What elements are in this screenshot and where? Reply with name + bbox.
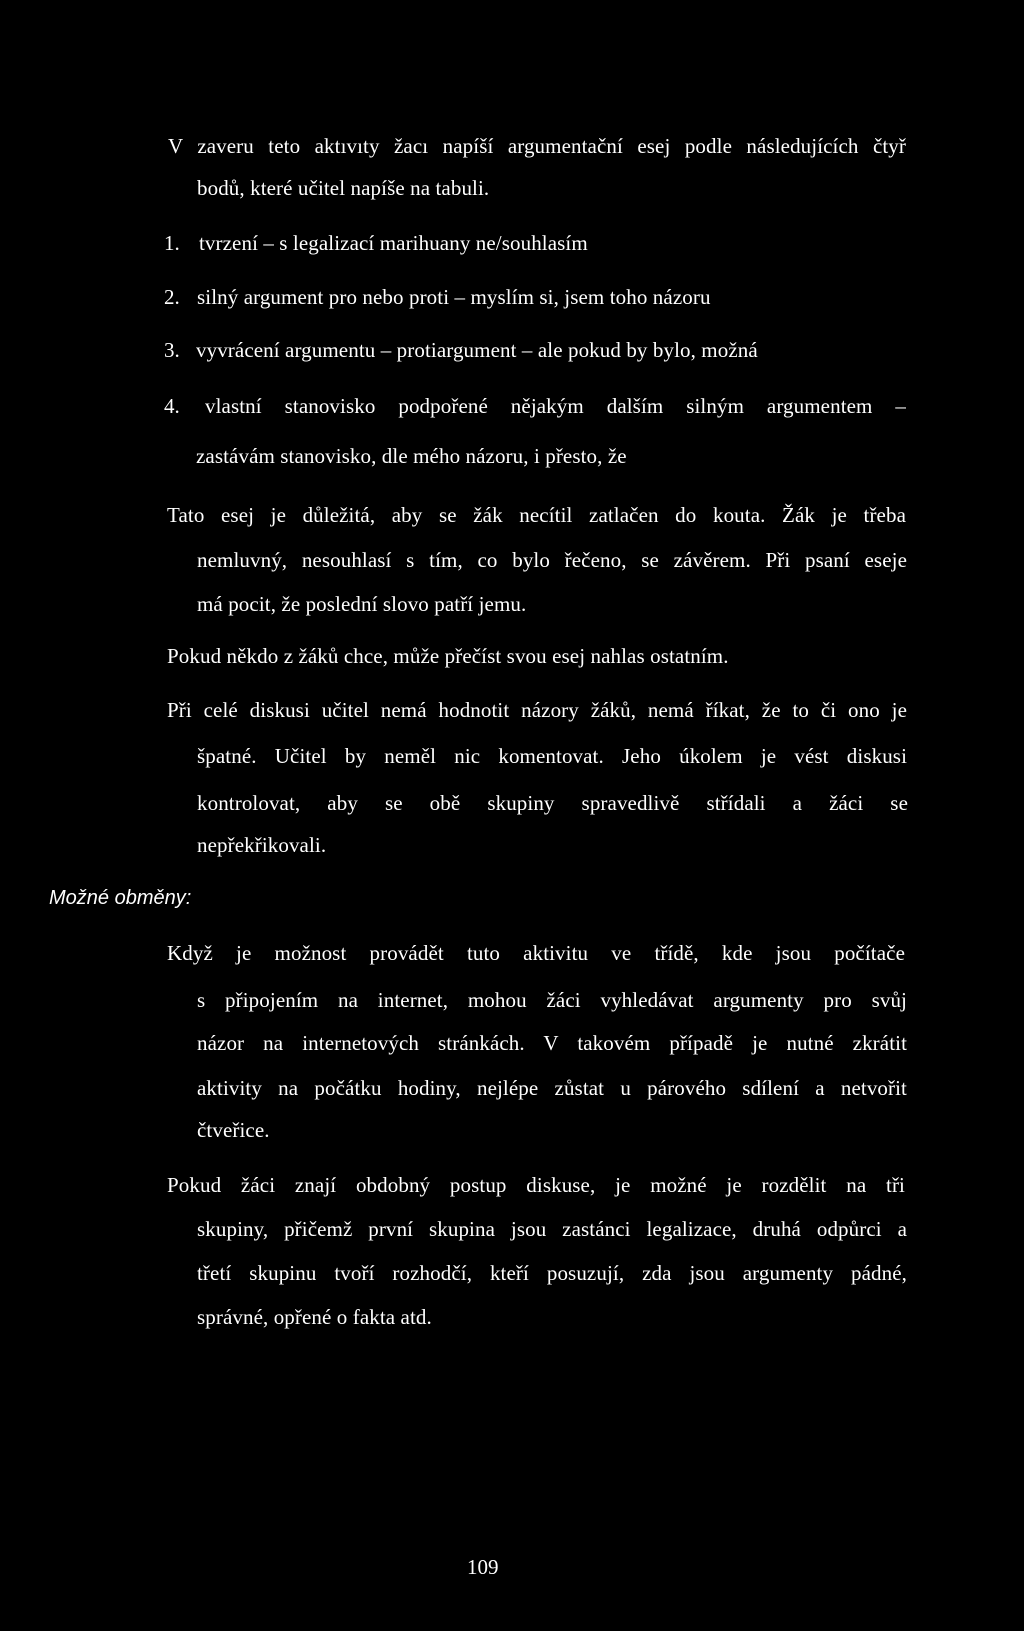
teacher-line-1: Při celé diskusi učitel nemá hodnotit názory žáků, nemá říkat, že to či ono je: [167, 698, 907, 722]
computers-line-2: s připojením na internet, mohou žáci vyhledávat argumenty pro svůj: [197, 988, 907, 1012]
list-item-2-number: 2.: [164, 285, 180, 309]
computers-line-1: Když je možnost provádět tuto aktivitu ve třídě, kde jsou počítače: [167, 941, 905, 965]
list-item-4-text-line-2: zastávám stanovisko, dle mého názoru, i přesto, že: [196, 444, 627, 468]
teacher-line-2: špatné. Učitel by neměl nic komentovat. Jeho úkolem je vést diskusi: [197, 744, 907, 768]
computers-line-4: aktivity na počátku hodiny, nejlépe zůstat u párového sdílení a netvořit: [197, 1076, 907, 1100]
computers-line-3: názor na internetových stránkách. V takovém případě je nutné zkrátit: [197, 1031, 907, 1055]
groups-line-3: třetí skupinu tvoří rozhodčí, kteří posuzují, zda jsou argumenty pádné,: [197, 1261, 907, 1285]
variations-label: Možné obměny:: [49, 887, 192, 909]
intro-line-2: bodů, které učitel napíše na tabuli.: [197, 176, 490, 200]
list-item-1-text: tvrzení – s legalizací marihuany ne/souhlasím: [199, 231, 588, 255]
list-item-3-number: 3.: [164, 338, 180, 362]
list-item-4-number: 4.: [164, 394, 180, 418]
list-item-4-text-line-1: vlastní stanovisko podpořené nějakým dalším silným argumentem –: [205, 394, 906, 418]
importance-line-2: nemluvný, nesouhlasí s tím, co bylo řečeno, se závěrem. Při psaní eseje: [197, 548, 907, 572]
importance-line-3: má pocit, že poslední slovo patří jemu.: [197, 592, 527, 616]
groups-line-2: skupiny, přičemž první skupina jsou zastánci legalizace, druhá odpůrci a: [197, 1217, 907, 1241]
read-aloud-line: Pokud někdo z žáků chce, může přečíst svou esej nahlas ostatním.: [167, 644, 729, 668]
teacher-line-4: nepřekřikovali.: [197, 833, 327, 857]
list-item-3-text: vyvrácení argumentu – protiargument – ale pokud by bylo, možná: [196, 338, 758, 362]
groups-line-1: Pokud žáci znají obdobný postup diskuse, je možné je rozdělit na tři: [167, 1173, 905, 1197]
intro-line-1: V zaveru teto aktıvıty žacı napíší argumentační esej podle následujících čtyř: [168, 134, 906, 158]
computers-line-5: čtveřice.: [197, 1118, 270, 1142]
teacher-line-3: kontrolovat, aby se obě skupiny spravedlivě střídali a žáci se: [197, 791, 908, 815]
groups-line-4: správné, opřené o fakta atd.: [197, 1305, 432, 1329]
importance-line-1: Tato esej je důležitá, aby se žák necítil zatlačen do kouta. Žák je třeba: [167, 503, 906, 527]
list-item-1-number: 1.: [164, 231, 180, 255]
list-item-2-text: silný argument pro nebo proti – myslím si, jsem toho názoru: [197, 285, 711, 309]
page-number: 109: [467, 1555, 499, 1579]
